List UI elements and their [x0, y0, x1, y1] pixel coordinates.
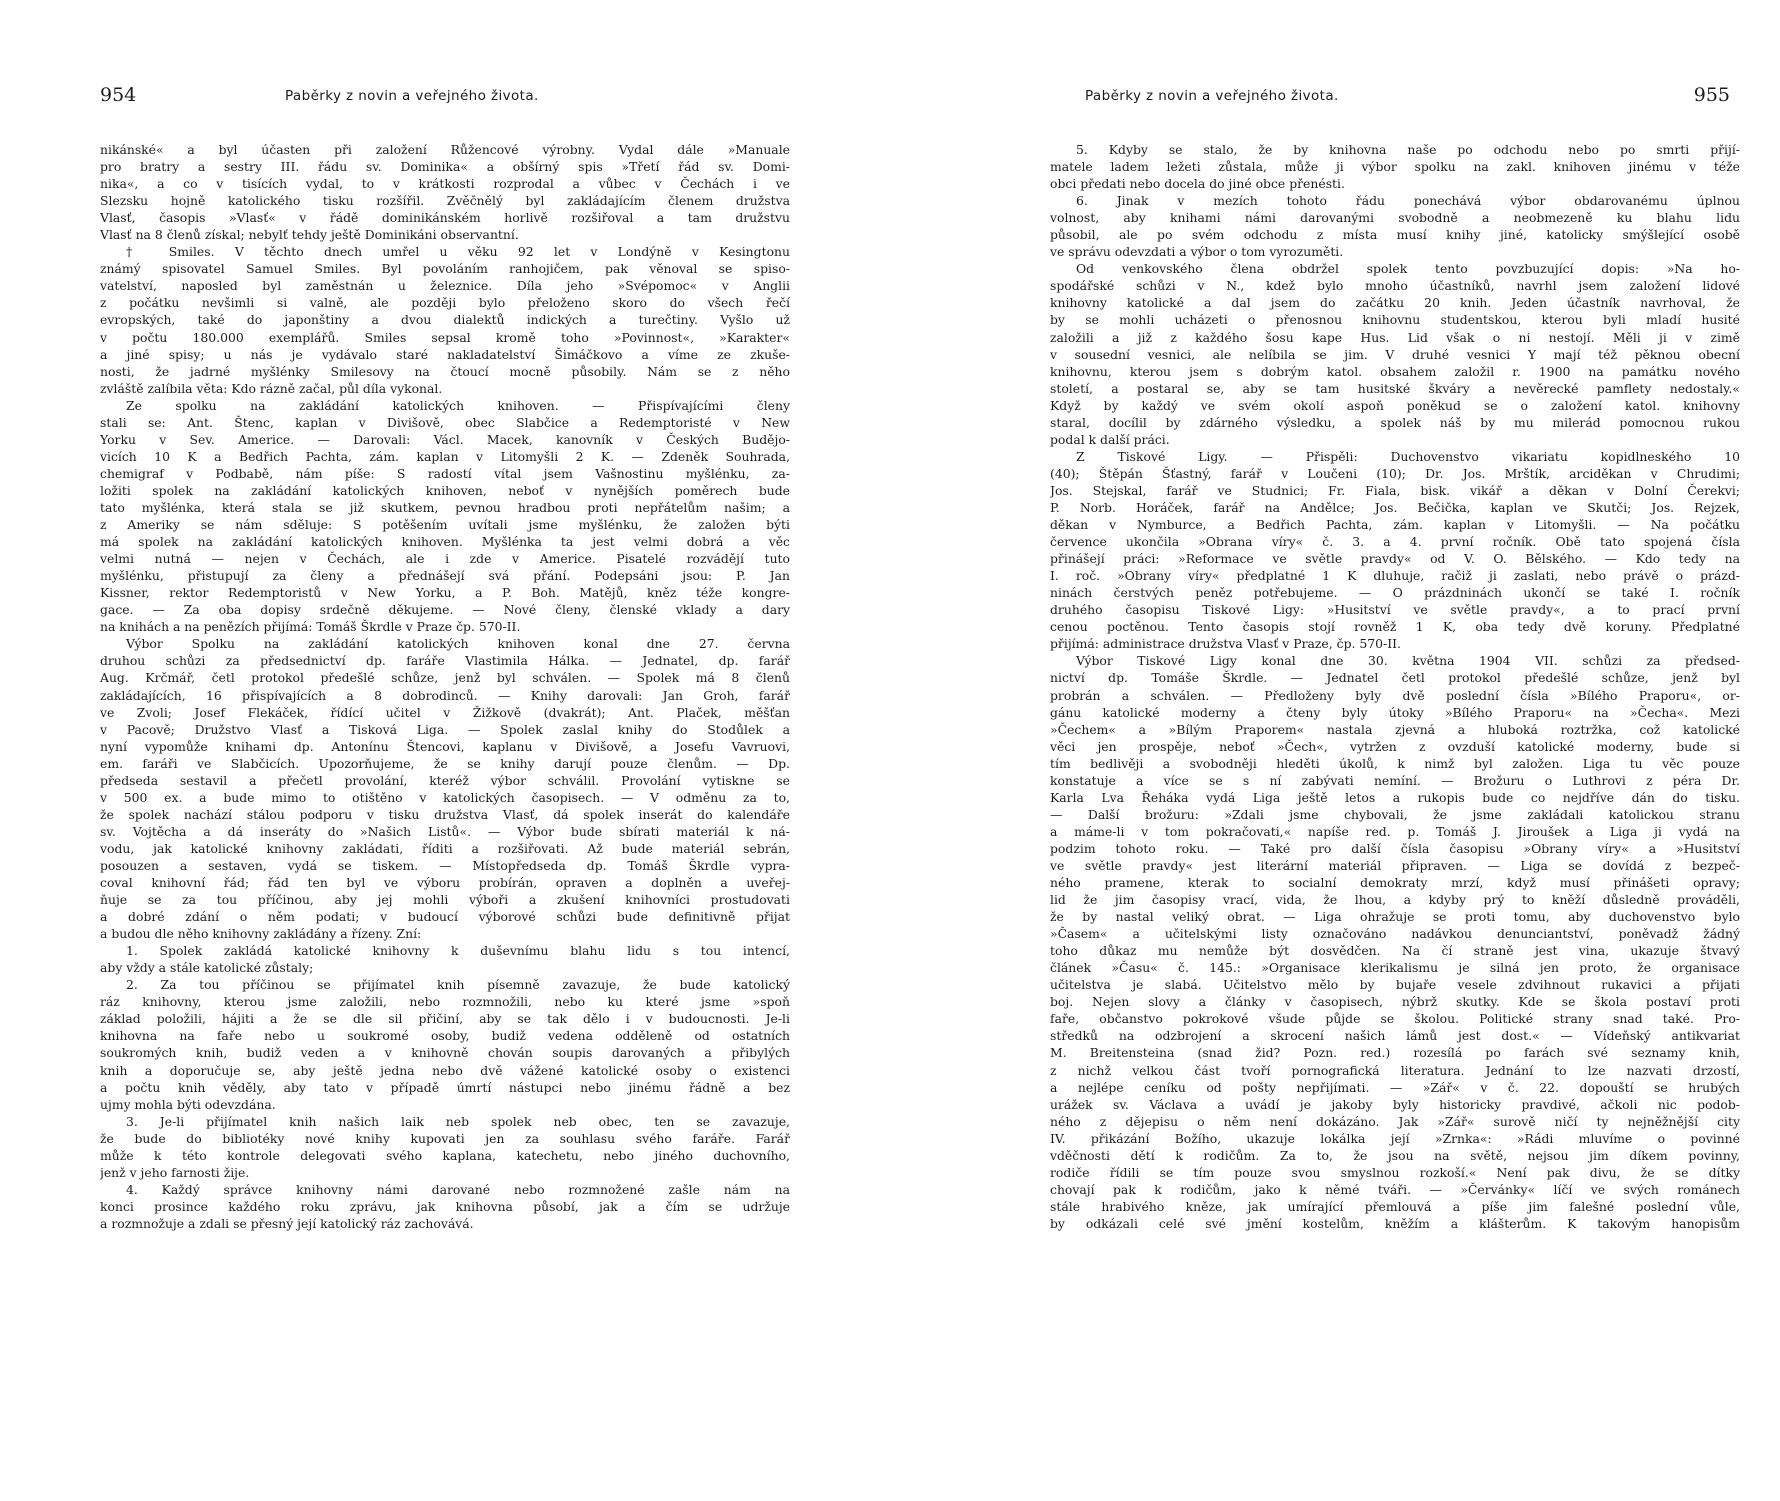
text-line: 1. Spolek zakládá katolické knihovny k duševnímu blahu lidu s tou intencí, — [126, 943, 790, 959]
text-line: »Časem« a učitelskými listy označováno nadávkou denunciantství, poněvadž žádný — [1050, 926, 1740, 942]
text-line: ného z dějepisu o něm není dokázáno. Jak »Zář« surově ničí ty nejněžnější city — [1050, 1113, 1740, 1129]
text-line: staral, docílil by zdárného výsledku, a spolek náš by mu milerád pomocnou rukou — [1050, 414, 1740, 430]
text-line: a nejlépe ceníku od pošty nepřijímati. — »Zář« v č. 22. dopouští se hrubých — [1050, 1079, 1740, 1095]
left-running-head — [100, 86, 790, 110]
text-line: ve Zvoli; Josef Flekáček, řídící učitel v Žižkově (dvakrát); Ant. Plaček, měšťan — [100, 704, 790, 720]
text-line: ného pramene, kterak to socialní demokraty mrzí, když musí přinášeti opravy; — [1050, 875, 1740, 891]
text-line: tato myšlénka, která stala se již skutkem, pevnou hradbou proti nepřátelům našim; a — [100, 499, 790, 515]
text-line: základ položili, hájiti a že se dle sil přičiní, aby se tak dělo i v budoucnosti. Je-li — [100, 1011, 790, 1027]
text-line: (40); Štěpán Šťastný, farář v Loučeni (10); Dr. Jos. Mrštík, arciděkan v Chrudimi; — [1050, 465, 1740, 481]
text-line: velmi nutná — nejen v Čechách, ale i zde v Americe. Pisatelé rozvádějí tuto — [100, 551, 790, 567]
text-line: Vlasť na 8 členů získal; nebylť tehdy ještě Dominikáni observantní. — [100, 227, 519, 243]
text-line: století, a postaral se, aby se tam husitské škváry a nevěrecké pamflety nedostaly.« — [1050, 380, 1740, 396]
text-line: v sousední vesnici, ale nelíbila se jim. V druhé vesnici Y mají též pěknou obecní — [1050, 346, 1740, 362]
text-line: coval knihovní řád; řád ten byl ve výboru probírán, opraven a doplněn a uveřej- — [100, 875, 790, 891]
text-line: a počtu knih věděly, aby tato v případě úmrtí nástupci nebo jinému řádně a bez — [100, 1079, 790, 1095]
text-line: děkan v Nymburce, a Bedřich Pachta, zám. kaplan v Litomyšli. — Na počátku — [1050, 517, 1740, 533]
text-line: M. Breitensteina (snad žid? Pozn. red.) rozesílá po farách své seznamy knih, — [1050, 1045, 1740, 1061]
text-line: v 500 ex. a bude mimo to otištěno v katolických časopisech. — V odměnu za to, — [100, 789, 790, 805]
text-line: a rozmnožuje a zdali se přesný její katolický ráz zachovává. — [100, 1215, 474, 1231]
left-page-number: 954 — [100, 84, 137, 106]
text-line: a jiné spisy; u nás je vydávalo staré nakladatelství Šimáčkovo a víme ze zkuše- — [100, 346, 790, 362]
text-line: ložiti spolek na zakládání katolických knihoven, neboť v nynějších poměrech bude — [100, 482, 790, 498]
text-line: knih a doporučuje se, aby ještě jedna nebo dvě vážené katolické osoby o existenci — [100, 1062, 790, 1078]
text-line: ninách čerstvých peněz potřebujeme. — O prázdninách ukončí se také I. ročník — [1050, 585, 1740, 601]
text-line: 3. Je-li přijímatel knih našich laik neb spolek neb obec, ten se zavazuje, — [126, 1113, 790, 1129]
right-running-title: Paběrky z novin a veřejného života. — [1085, 88, 1339, 104]
text-line: Ze spolku na zakládání katolických knihoven. — Přispívajícími členy — [126, 397, 790, 413]
text-line: probrán a schválen. — Předloženy byly dvě poslední čísla »Bílého Praporu«, or- — [1050, 687, 1740, 703]
text-line: I. roč. »Obrany víry« předplatné 1 K dluhuje, račiž ji zaslati, nebo právě o prázd- — [1050, 568, 1740, 584]
text-line: 6. Jinak v mezích tohoto řádu ponechává výbor obdarovanému úplnou — [1076, 193, 1740, 209]
text-line: má spolek na zakládání katolických knihoven. Myšlénka ta jest velmi dobrá a věc — [100, 534, 790, 550]
text-line: 5. Kdyby se stalo, že by knihovna naše po odchodu nebo po smrti přijí- — [1076, 142, 1740, 157]
text-line: soukromých knih, budiž veden a v knihovně chován soupis darovaných a přibylých — [100, 1045, 790, 1061]
text-line: sv. Vojtěcha a dá inseráty do »Našich Listů«. — Výbor bude sbírati materiál k ná- — [100, 823, 790, 839]
text-line: matele ladem ležeti zůstala, může ji výbor spolku na zakl. knihoven jinému v téže — [1050, 159, 1740, 175]
text-line: vděčnosti dětí k rodičům. Za to, že jsou na světě, nejsou jim díkem povinny, — [1050, 1147, 1740, 1163]
text-line: faře, občanstvo pokrokové všude půjde se školou. Politické strany snad také. Pro- — [1050, 1011, 1740, 1027]
text-line: vicích 10 K a Bedřich Pachta, zám. kaplan v Litomyšli 2 K. — Zdeněk Souhrada, — [100, 448, 790, 464]
text-line: jenž v jeho farnosti žije. — [100, 1164, 250, 1180]
text-line: † Smiles. V těchto dnech umřel u věku 92 let v Londýně v Kesingtonu — [126, 244, 790, 260]
text-line: Karla Lva Řeháka vydá Liga ještě letos a rukopis bude co nejdříve dán do tisku. — [1050, 789, 1740, 805]
text-line: spodářské schůzi v N., kdež bylo mnoho účastníků, navrhl jsem založení lidové — [1050, 278, 1740, 294]
text-line: a budou dle něho knihovny zakládány a řízeny. Zní: — [100, 926, 422, 942]
text-line: Aug. Krčmář, četl protokol předešlé schůze, jenž byl schválen. — Spolek má 8 členů — [100, 670, 790, 686]
text-line: zakládajících, 16 přispívajících a 8 dobrodinců. — Knihy darovali: Jan Groh, farář — [100, 687, 790, 703]
text-line: obci předati nebo docela do jiné obce přenésti. — [1050, 176, 1345, 192]
text-line: Jos. Stejskal, farář ve Studnici; Fr. Fiala, bisk. vikář a děkan v Dolní Čerekvi; — [1050, 482, 1740, 498]
text-line: vodu, jak katolické knihovny zakládati, říditi a rozšiřovati. Až bude materiál sebrán, — [100, 840, 790, 856]
text-line: nyní vypomůže knihami dp. Antonínu Štencovi, kaplanu v Divišově, a Josefu Vavruovi, — [100, 738, 790, 754]
text-line: lid že jim časopisy vrací, vida, že lhou, a kdyby prý to kněží důsledně prováděli, — [1050, 892, 1740, 908]
text-line: rodiče řídili se tím pouze svou smyslnou rozkoší.« Není pak divu, že se dítky — [1050, 1164, 1740, 1180]
text-line: podzim tohoto roku. — Také pro další čísla časopisu »Obrany víry« a »Husitství — [1050, 840, 1740, 856]
text-line: nika«, a co v tisících vydal, to v krátkosti rozprodal a vůbec v Čechách i ve — [100, 176, 790, 192]
right-page-number: 955 — [1693, 84, 1730, 106]
text-line: by se mohli ucházeti o přenosnou knihovnu studentskou, kterou byli mladí husité — [1050, 312, 1740, 328]
text-line: nosti, že jadrné myšlénky Smilesovy na čtoucí mocně působily. Nám se z něho — [100, 363, 790, 379]
text-line: přinášejí práci: »Reformace ve světle pravdy« od V. O. Bělského. — Kdo tedy na — [1050, 551, 1740, 567]
right-running-head — [1050, 86, 1740, 110]
text-line: července ukončila »Obrana víry« č. 3. a 4. první ročník. Obě tato spojená čísla — [1050, 534, 1740, 550]
text-line: cenou poctěnou. Tento časopis stojí rovněž 1 K, oba tedy dvě koruny. Předplatné — [1050, 619, 1740, 635]
text-line: podal k další práci. — [1050, 431, 1170, 447]
text-line: konci prosince každého roku zprávu, jak knihovna působí, jak a čím se udržuje — [100, 1198, 790, 1214]
text-line: IV. přikázání Božího, ukazuje lokálka její »Zrnka«: »Rádi mluvíme o povinné — [1050, 1130, 1740, 1146]
text-line: v počtu 180.000 exemplářů. Smiles sepsal kromě toho »Povinnost«, »Karakter« — [100, 329, 790, 345]
text-line: přijímá: administrace družstva Vlasť v Praze, čp. 570-II. — [1050, 636, 1401, 652]
text-line: chemigraf v Podbabě, nám píše: S radostí vítal jsem Vašnostinu myšlénku, za- — [100, 465, 790, 481]
text-line: gánu katolické moderny a čteny byly útoky »Bílého Praporu« na »Čecha«. Mezi — [1050, 704, 1740, 720]
text-line: ráz knihovny, kterou jsme založili, nebo rozmnožili, nebo ku které jsme »spoň — [100, 994, 790, 1010]
text-line: myšlénku, přistupují za členy a přednášejí svá přání. Podepsáni jsou: P. Jan — [100, 568, 790, 584]
text-line: aby vždy a stále katolické zůstaly; — [100, 960, 314, 976]
text-line: knihovny katolické a dal jsem do začátku 20 knih. Jeden účastník navrhoval, že — [1050, 295, 1740, 311]
text-line: gace. — Za oba dopisy srdečně děkujeme. — Nové členy, členské vklady a dary — [100, 602, 790, 618]
text-line: boj. Nejen slovy a články v časopisech, nýbrž skutky. Kde se škola postaví proti — [1050, 994, 1740, 1010]
left-running-title: Paběrky z novin a veřejného života. — [285, 88, 539, 104]
text-line: článek »Času« č. 145.: »Organisace klerikalismu je silná jen proto, že organisace — [1050, 960, 1740, 976]
text-line: vatelství, naposled byl zaměstnán u železnice. Díla jeho »Svépomoc« v Anglii — [100, 278, 790, 294]
left-page-text — [100, 141, 790, 1232]
left-page — [100, 0, 790, 1501]
text-line: Z Tiskové Ligy. — Přispěli: Duchovenstvo vikariatu kopidlneského 10 — [1076, 448, 1740, 464]
text-line: Výbor Spolku na zakládání katolických knihoven konal dne 27. června — [126, 636, 790, 652]
text-line: ňuje se za tou příčinou, aby jej mohli výboři a zkušení knihovníci prostudovati — [100, 892, 790, 908]
text-line: věci jen prospěje, neboť »Čech«, vytržen z ovzduší katolické moderny, bude si — [1050, 738, 1740, 754]
text-line: ujmy mohla býti odevzdána. — [100, 1096, 276, 1112]
text-line: předseda sestavil a přečetl provolání, kteréž výbor schválil. Provolání vytiskne se — [100, 772, 790, 788]
text-line: že by nastal veliký obrat. — Liga ohražuje se proti tomu, aby duchovenstvo bylo — [1050, 909, 1740, 925]
right-page-text — [1050, 141, 1740, 1232]
text-line: v Pacově; Družstvo Vlasť a Tisková Liga. — Spolek zaslal knihy do Stodůlek a — [100, 721, 790, 737]
text-line: konstatuje a více se s ní zabývati nemíní. — Brožuru o Luthrovi z péra Dr. — [1050, 772, 1740, 788]
text-line: tím bedlivěji a svobodněji hleděti úkolů, k nimž byl založen. Liga tu věc pouze — [1050, 755, 1740, 771]
right-page — [1050, 0, 1740, 1501]
text-line: že spolek nachází stálou podporu v tisku družstva Vlasť, dá spolek inserát do kalendáře — [100, 806, 790, 822]
text-line: může k této kontrole delegovati svého kaplana, katechetu, nebo jiného duchovního, — [100, 1147, 790, 1163]
text-line: Yorku v Sev. Americe. — Darovali: Václ. Macek, kanovník v Českých Budějo- — [100, 431, 790, 447]
text-line: z počátku nevšimli si valně, ale později bylo přeloženo skoro do všech řečí — [100, 295, 790, 311]
text-line: knihovnu, kterou jsem s dobrým katol. obsahem založil r. 1900 na památku nového — [1050, 363, 1740, 379]
text-line: Když by každý ve svém okolí aspoň poněkud se o založení katol. knihovny — [1050, 397, 1740, 413]
text-line: a dobré zdání o něm podati; v budoucí výborové schůzi bude definitivně přijat — [100, 909, 790, 925]
text-line: že bude do bibliotéky nové knihy kupovati jen za souhlasu svého faráře. Farář — [100, 1130, 790, 1146]
text-line: toho důkaz mu nemůže být dosvědčen. Na čí straně jest vina, ukazuje štvavý — [1050, 943, 1740, 959]
text-line: P. Norb. Horáček, farář na Andělce; Jos. Bečička, kaplan ve Skutči; Jos. Rejzek, — [1050, 499, 1740, 515]
text-line: a máme-li v tom pokračovati,« napíše red. p. Tomáš J. Jiroušek a Liga ji vydá na — [1050, 823, 1740, 839]
text-line: knihovna na faře nebo u soukromé osoby, budiž vedena odděleně od ostatních — [100, 1028, 790, 1044]
text-line: druhého časopisu Tiskové Ligy: »Husitství ve světle pravdy«, a to prací první — [1050, 602, 1740, 618]
text-line: z Ameriky se nám sděluje: S potěšením uvítali jsme myšlénku, že založen býti — [100, 517, 790, 533]
text-line: — Další brožuru: »Zdali jsme chybovali, že jsme zakládali katolickou stranu — [1050, 806, 1740, 822]
text-line: stále hrabivého kněze, jak umírající přemlouvá a píše jim falešné poslední vůle, — [1050, 1198, 1740, 1214]
text-line: Kissner, rektor Redemptoristů v New Yorku, a P. Boh. Matějů, kněz téže kongre- — [100, 585, 790, 601]
text-line: známý spisovatel Samuel Smiles. Byl povoláním ranhojičem, pak věnoval se spiso- — [100, 261, 790, 277]
text-line: 4. Každý správce knihovny námi darované nebo rozmnožené zašle nám na — [126, 1181, 790, 1197]
text-line: z nichž velkou část tvoří pornografická literatura. Jednání to lze nazvati drzostí, — [1050, 1062, 1740, 1078]
text-line: by odkázali celé své jmění kostelům, kněžím a klášterům. K takovým hanopisům — [1050, 1215, 1740, 1231]
text-line: chovají pak k rodičům, jako k němé tváři. — »Červánky« líčí ve svých románech — [1050, 1181, 1740, 1197]
text-line: Výbor Tiskové Ligy konal dne 30. května 1904 VII. schůzi za předsed- — [1076, 653, 1740, 669]
text-line: ve světle pravdy« jest literární materiál připraven. — Liga se dovídá z bezpeč- — [1050, 857, 1740, 873]
text-line: »Čechem« a »Bílým Praporem« nastala zjevná a hluboká roztržka, což katolické — [1050, 721, 1740, 737]
text-line: 2. Za tou příčinou se přijímatel knih písemně zavazuje, že bude katolický — [126, 977, 790, 993]
text-line: druhou schůzi za předsednictví dp. faráře Vlastimila Hálka. — Jednatel, dp. farář — [100, 653, 790, 669]
text-line: urážek sv. Václava a uvádí je jakoby byly historicky pravdivé, ačkoli nic podob- — [1050, 1096, 1740, 1112]
text-line: pro bratry a sestry III. řádu sv. Dominika« a obšírný spis »Třetí řád sv. Domi- — [100, 159, 790, 175]
text-line: posouzen a sestaven, vydá se tiskem. — Místopředseda dp. Tomáš Škrdle vypra- — [100, 857, 790, 873]
text-line: Od venkovského člena obdržel spolek tento povzbuzující dopis: »Na ho- — [1076, 261, 1740, 277]
text-line: Vlasť, časopis »Vlasť« v řádě dominikánském horlivě rozšiřoval a tam družstvu — [100, 210, 790, 226]
text-line: učitelstva je slabá. Učitelstvo mělo by bujaře vesele zdvihnout rukavici a přijati — [1050, 977, 1740, 993]
text-line: středků na odzbrojení a skrocení našich lámů jest dost.« — Vídeňský antikvariat — [1050, 1028, 1740, 1044]
text-line: Slezsku hojně katolického tisku rozšířil. Zvěčnělý byl zakládajícím členem družstva — [100, 193, 790, 209]
text-line: em. faráři ve Slabčicích. Upozorňujeme, že se knihy darují pouze členům. — Dp. — [100, 755, 790, 771]
text-line: nictví dp. Tomáše Škrdle. — Jednatel četl protokol předešlé schůze, jenž byl — [1050, 670, 1740, 686]
text-line: volnost, aby knihami námi darovanými svobodně a neobmezeně ku blahu lidu — [1050, 210, 1740, 226]
text-line: působil, ale po svém odchodu z místa musí knihy jiné, katolicky smýšlející osobě — [1050, 227, 1740, 243]
text-line: zvláště zalíbila věta: Kdo rázně začal, půl díla vykonal. — [100, 380, 443, 396]
text-line: evropských, také do japonštiny a dvou dialektů indických a turečtiny. Vyšlo už — [100, 312, 790, 328]
text-line: založili a již z každého šosu kape Hus. Lid však o ni nestojí. Měli ji v zimě — [1050, 329, 1740, 345]
text-line: stali se: Ant. Štenc, kaplan v Divišově, obec Slabčice a Redemptoristé v New — [100, 414, 790, 430]
text-line: ve správu odevzdati a výbor o tom vyrozuměti. — [1050, 244, 1344, 260]
text-line: na knihách a na penězích přijímá: Tomáš Škrdle v Praze čp. 570-II. — [100, 619, 521, 635]
text-line: nikánské« a byl účasten při založení Růžencové výrobny. Vydal dále »Manuale — [100, 142, 790, 157]
